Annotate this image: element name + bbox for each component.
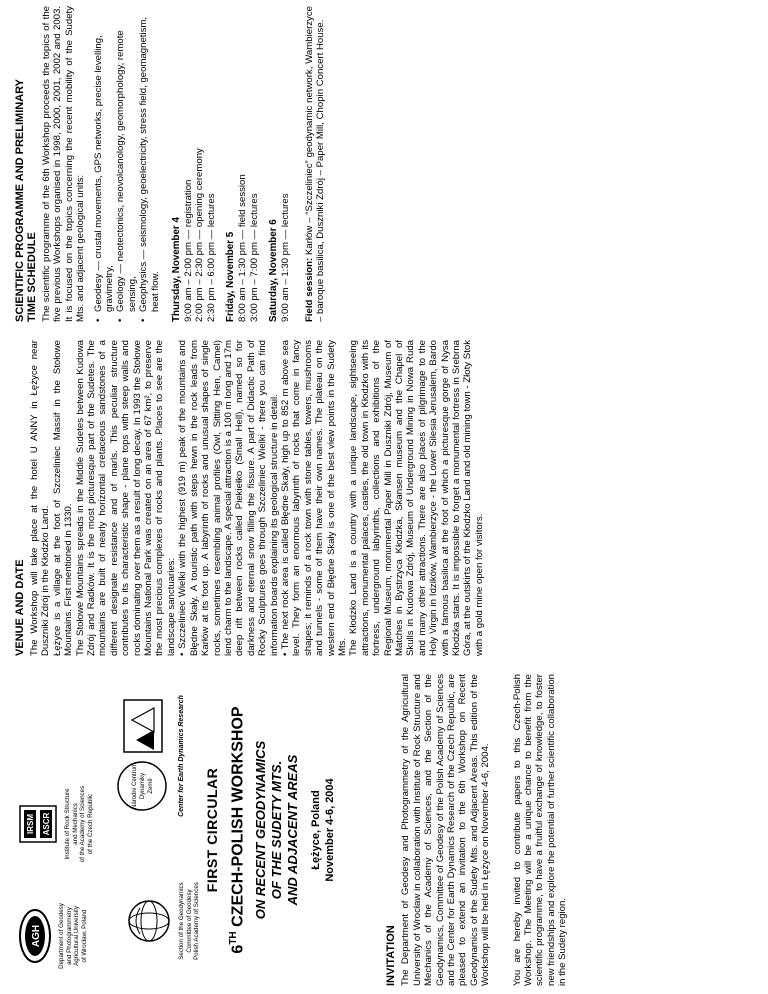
programme-intro: The scientific programme of the 6th Workshop proceeds the topics of the five previous Workshops organised in 1998, 2000, 2001, 2002 and 2003. It is focused on the topics concerning the recent mobility of the Sudety Mts. and adjacent geological units: [41, 6, 87, 322]
agh-caption-line: Agricultural University [73, 906, 81, 966]
topic-item: • Geophysics — seismology, geoelectricity, stress field, geomagnetism, heat flow. [138, 6, 161, 322]
section-logo [126, 866, 201, 976]
svg-text:ASCR: ASCR [42, 812, 51, 836]
center-caption: Center for Earth Dynamics Research [178, 695, 186, 817]
first-circular-title: FIRST CIRCULAR [204, 767, 220, 893]
field-session-text: Karłów – “Szczeliniec” geodynamic network, Wambierzyce – baroque basilica, Duszniki Zdrój – Paper Mill, Chopin Concert House. [303, 6, 326, 322]
topic-item: • Geology — neotectonics, neovolcanology, geomorphology, remote sensing, [115, 6, 138, 322]
venue-paragraph: Łężyce is a village at the foot of Szczeliniec Massif in the Stołowe Mountains. First mentioned in 1330. [51, 340, 75, 656]
subtitle-line: OF THE SUDETY MTS. [269, 760, 285, 900]
agh-caption-line: and Photogrammetry [65, 907, 73, 965]
section-caption-line: Section of the Geodynamics [178, 882, 186, 960]
svg-text:AGH: AGH [31, 924, 42, 948]
time-slot: 8:00 am – 1:30 pm — field session [237, 174, 249, 322]
workshop-title [228, 674, 247, 986]
venue-paragraph: The Kłodzko Land is a country with a unique landscape, sightseeing attractions, monumental palaces, castles, the old town in Kłodzko with its fortress, underground labyrinths, collections and exhibitions of the Regional Museum, monumental Paper Mill in Duszniki Zdrój, Museum of Matches in Bystrzyca Kłodzka, Skansen museum and the Chapel of Skulls in Kudowa Zdrój, Museum of Underground Mining in Nowa Ruda and many other attractions. There are also places of pilgrimage to the Holy Virgin in Idzików, Wambierzyce - the Lower Silesia Jerusalem, Bardo with a famous basilica at the foot of which a picturesque gorge of Nysa Kłodzka starts. It is impossible to forget a monumental fortress in Srebrna Góra, at the outskirts of the Kłodzko Land and old mining town - Złoty Stok with a gold mine open for visitors. [348, 340, 485, 656]
time-slot: 3:00 pm – 7:00 pm — lectures [248, 193, 260, 322]
center-logo [114, 686, 186, 826]
agh-caption-line: of Wrocław, Poland [80, 909, 88, 963]
center-emblem-icon [114, 696, 172, 816]
agh-logo [18, 890, 88, 982]
svg-text:IRSM: IRSM [26, 814, 35, 834]
programme-panel [14, 6, 754, 322]
title-panel [14, 674, 754, 986]
irsm-logo [18, 774, 94, 874]
irsm-caption-line: of the Academy of Sciences [79, 785, 87, 863]
field-session-label: Field session: [303, 257, 315, 322]
topic-item: • Geodesy — crustal movements, GPS networks, precise levelling, gravimetry, [93, 6, 116, 322]
section-caption-line: Committee of Geodesy [185, 889, 193, 953]
venue-paragraph: The Workshop will take place at the hotel U ANNY in Łężyce near Duszniki Zdrój in the Kłodzko Land. [29, 340, 52, 656]
globe-emblem-icon [126, 898, 172, 944]
agh-caption-line: Department of Geodesy [58, 903, 66, 969]
irsm-emblem-icon [18, 804, 58, 844]
subtitle-line: AND ADJACENT AREAS [285, 754, 301, 906]
schedule-day [268, 6, 291, 322]
schedule-day [171, 6, 217, 322]
topics-list [93, 6, 161, 322]
schedule-day [225, 6, 260, 322]
venue-paragraph: • Szczeliniec Wielki with the highest (919 m) peak of the mountains and Błędne Skały. A touristic path with steps hewn in the rock leads from Karłów at its foot up. A labyrinth of rocks and unusual shapes of single rocks, sometimes resembling animal profiles (Owl, Sitting Hen, Camel) lend charm to the landscape. A special attraction is a 100 m long and 17m deep rift between rocks called Piekiełko (Small Hell), named so for darkness and eternal snow filling the fissure. A part of Didactic Path of Rocky Sculptures goes through Szczeliniec Wielki - there you can find information boards explaining its geological structure in detail. [177, 340, 280, 656]
workshop-subtitle [253, 674, 301, 986]
venue-panel [14, 340, 754, 656]
time-slot: 2:30 pm – 6:00 pm — lectures [205, 193, 217, 322]
irsm-caption-line: and Mechanics [71, 803, 79, 845]
invitation-paragraph: You are hereby invited to contribute papers to this Czech-Polish Workshop. The Meeting will be a unique chance to benefit from the scientific programme, to have a fruitful exchange of knowledge, to foster new friendships and explore the potential of further scientific collaboration in the Sudety region. [511, 674, 569, 986]
field-session [304, 6, 327, 322]
irsm-caption-line: of the Czech Republic [86, 793, 94, 855]
venue-paragraph: • The next rock area is called Błędne Skały, high up to 852 m above sea level. They form an enormous labyrinth of rocks that come in fancy shapes; it reminds of a rock town with stone tables, towers, mushrooms and tunnels - some of them have their own names. The plateau on the western end of Błędne Skały is one of the best view points in the Sudety Mts. [279, 340, 348, 656]
workshop-place: Łężyce, Poland [310, 790, 323, 870]
venue-heading: VENUE AND DATE [14, 559, 26, 656]
schedule-heading: TIME SCHEDULE [26, 232, 38, 322]
agh-emblem-icon [18, 908, 52, 964]
svg-text:Země: Země [148, 778, 154, 794]
svg-text:Národní Centrum: Národní Centrum [132, 762, 138, 810]
venue-paragraph: The Stołowe Mountains spreads in the Middle Sudetes between Kudowa Zdrój and Radków. It is the most picturesque part of the Sudetes. The mountains are built of nearly horizontal cretaceous sandstones of a different designate resistance and of marls. This peculiar structure contributes to its characteristic shape - plane tops with steep walls and rocks dominating over them as a result of long decay. In 1993 the Stołowe Mountains National Park was created on an area of 67 km², to preserve the most precious complexes of rocks and plants. Places to see are the landscape sanctuaries: [74, 340, 177, 656]
day-title: Saturday, November 6 [268, 219, 280, 322]
logos-area [14, 674, 204, 986]
workshop-name: CZECH-POLISH WORKSHOP [229, 706, 247, 927]
programme-heading [14, 6, 26, 322]
programme-heading-line: SCIENTIFIC PROGRAMME AND PRELIMINARY [14, 78, 26, 322]
workshop-number: 6 [229, 944, 247, 954]
subtitle-line: ON RECENT GEODYNAMICS [253, 740, 269, 920]
workshop-dates: November 4-6, 2004 [324, 778, 337, 882]
time-slot: 9:00 am – 2:00 pm — registration [183, 179, 195, 322]
svg-text:Dynamiky: Dynamiky [140, 772, 146, 800]
invitation-paragraph: The Department of Geodesy and Photogrammetry of the Agricultural University of Wrocław in collaboration with Institute of Rock Structure and Mechanics of the Academy of Sciences, and the Section of the Geodynamics, Committee of Geodesy of the Polish Academy of Sciences and the Center for Earth Dynamics Research of the Czech Republic, are pleased to extend an invitation to the 6th Workshop on Recent Geodynamics of the Sudety Mts. and Adjacent Areas. This edition of the Workshop will be held in Łężyce on November 4-6, 2004. [400, 674, 492, 986]
workshop-ordinal: TH [228, 931, 239, 945]
day-title: Friday, November 5 [225, 231, 237, 322]
invitation-heading: INVITATION [385, 925, 398, 986]
day-title: Thursday, November 4 [171, 217, 183, 322]
irsm-caption-line: Institute of Rock Structure [64, 788, 72, 860]
section-caption-line: Polish Academy of Sciences [193, 882, 201, 960]
workshop-place-date [309, 674, 337, 986]
time-slot: 2:00 pm – 2:30 pm — opening ceremony [194, 148, 206, 322]
time-slot: 9:00 am – 1:30 pm — lectures [280, 193, 292, 322]
